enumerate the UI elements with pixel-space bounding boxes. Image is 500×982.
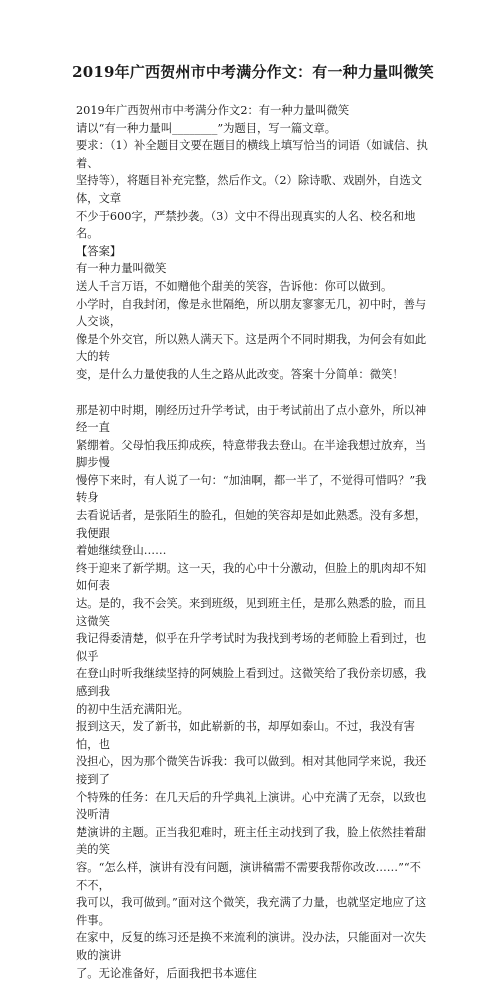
text-line: 我可以，我可做到。”面对这个微笑，我充满了力量，也就坚定地应了这件事。	[76, 894, 430, 929]
paragraph-gap	[76, 384, 430, 402]
text-line: 去看说话者，是张陌生的脸孔，但她的笑容却是如此熟悉。没有多想，我便跟	[76, 507, 430, 542]
text-line: 容。“怎么样，演讲有没有问题，演讲稿需不需要我帮你改改……”“不不不，	[76, 859, 430, 894]
document-title: 2019年广西贺州市中考满分作文：有一种力量叫微笑	[56, 0, 450, 82]
text-line: 终于迎来了新学期。这一天，我的心中十分激动，但脸上的肌肉却不知如何表	[76, 560, 430, 595]
text-line: 不少于600字，严禁抄袭。（3）文中不得出现真实的人名、校名和地名。	[76, 208, 430, 243]
text-line: 像是个外交官，所以熟人满天下。这是两个不同时期我，为何会有如此大的转	[76, 331, 430, 366]
document-body	[76, 102, 430, 982]
text-line: 变，是什么力量使我的人生之路从此改变。答案十分简单：微笑！	[76, 366, 430, 384]
text-line: 紧绷着。父母怕我压抑成疾，特意带我去登山。在半途我想过放弃，当脚步慢	[76, 437, 430, 472]
text-line: 有一种力量叫微笑	[76, 260, 430, 278]
text-line: 请以“有一种力量叫________”为题目，写一篇文章。	[76, 120, 430, 138]
text-line: 【答案】	[76, 243, 430, 261]
text-line: 没担心，因为那个微笑告诉我：我可以做到。相对其他同学来说，我还接到了	[76, 753, 430, 788]
text-line: 2019年广西贺州市中考满分作文2：有一种力量叫微笑	[76, 102, 430, 120]
text-line: 在家中，反复的练习还是换不来流利的演讲。没办法，只能面对一次失败的演讲	[76, 929, 430, 964]
text-line: 慢停下来时，有人说了一句：“加油啊，都一半了，不觉得可惜吗？”我转身	[76, 472, 430, 507]
text-line: 了。无论准备好，后面我把书本遮住	[76, 965, 430, 982]
text-line: 我记得委清楚，似乎在升学考试时为我找到考场的老师脸上看到过，也似乎	[76, 630, 430, 665]
text-line: 楚演讲的主题。正当我犯难时，班主任主动找到了我，脸上依然挂着甜美的笑	[76, 824, 430, 859]
text-line: 那是初中时期，刚经历过升学考试，由于考试前出了点小意外，所以神经一直	[76, 402, 430, 437]
text-line: 送人千言万语，不如赠他个甜美的笑容，告诉他：你可以做到。	[76, 278, 430, 296]
text-line: 达。是的，我不会笑。来到班级，见到班主任，是那么熟悉的脸，而且这微笑	[76, 595, 430, 630]
text-line: 报到这天，发了新书，如此崭新的书，却厚如泰山。不过，我没有害怕，也	[76, 718, 430, 753]
text-line: 在登山时听我继续坚持的阿姨脸上看到过。这微笑给了我份亲切感，我感到我	[76, 665, 430, 700]
text-line: 个特殊的任务：在几天后的升学典礼上演讲。心中充满了无奈，以致也没听清	[76, 789, 430, 824]
text-line: 的初中生活充满阳光。	[76, 701, 430, 719]
text-line: 要求：（1）补全题目文要在题目的横线上填写恰当的词语（如诚信、执着、	[76, 137, 430, 172]
text-line: 小学时，自我封闭，像是永世隔绝，所以朋友寥寥无几，初中时，善与人交谈，	[76, 296, 430, 331]
text-line: 坚持等），将题目补充完整，然后作文。（2）除诗歌、戏剧外，自选文体，文章	[76, 172, 430, 207]
text-line: 着她继续登山……	[76, 542, 430, 560]
